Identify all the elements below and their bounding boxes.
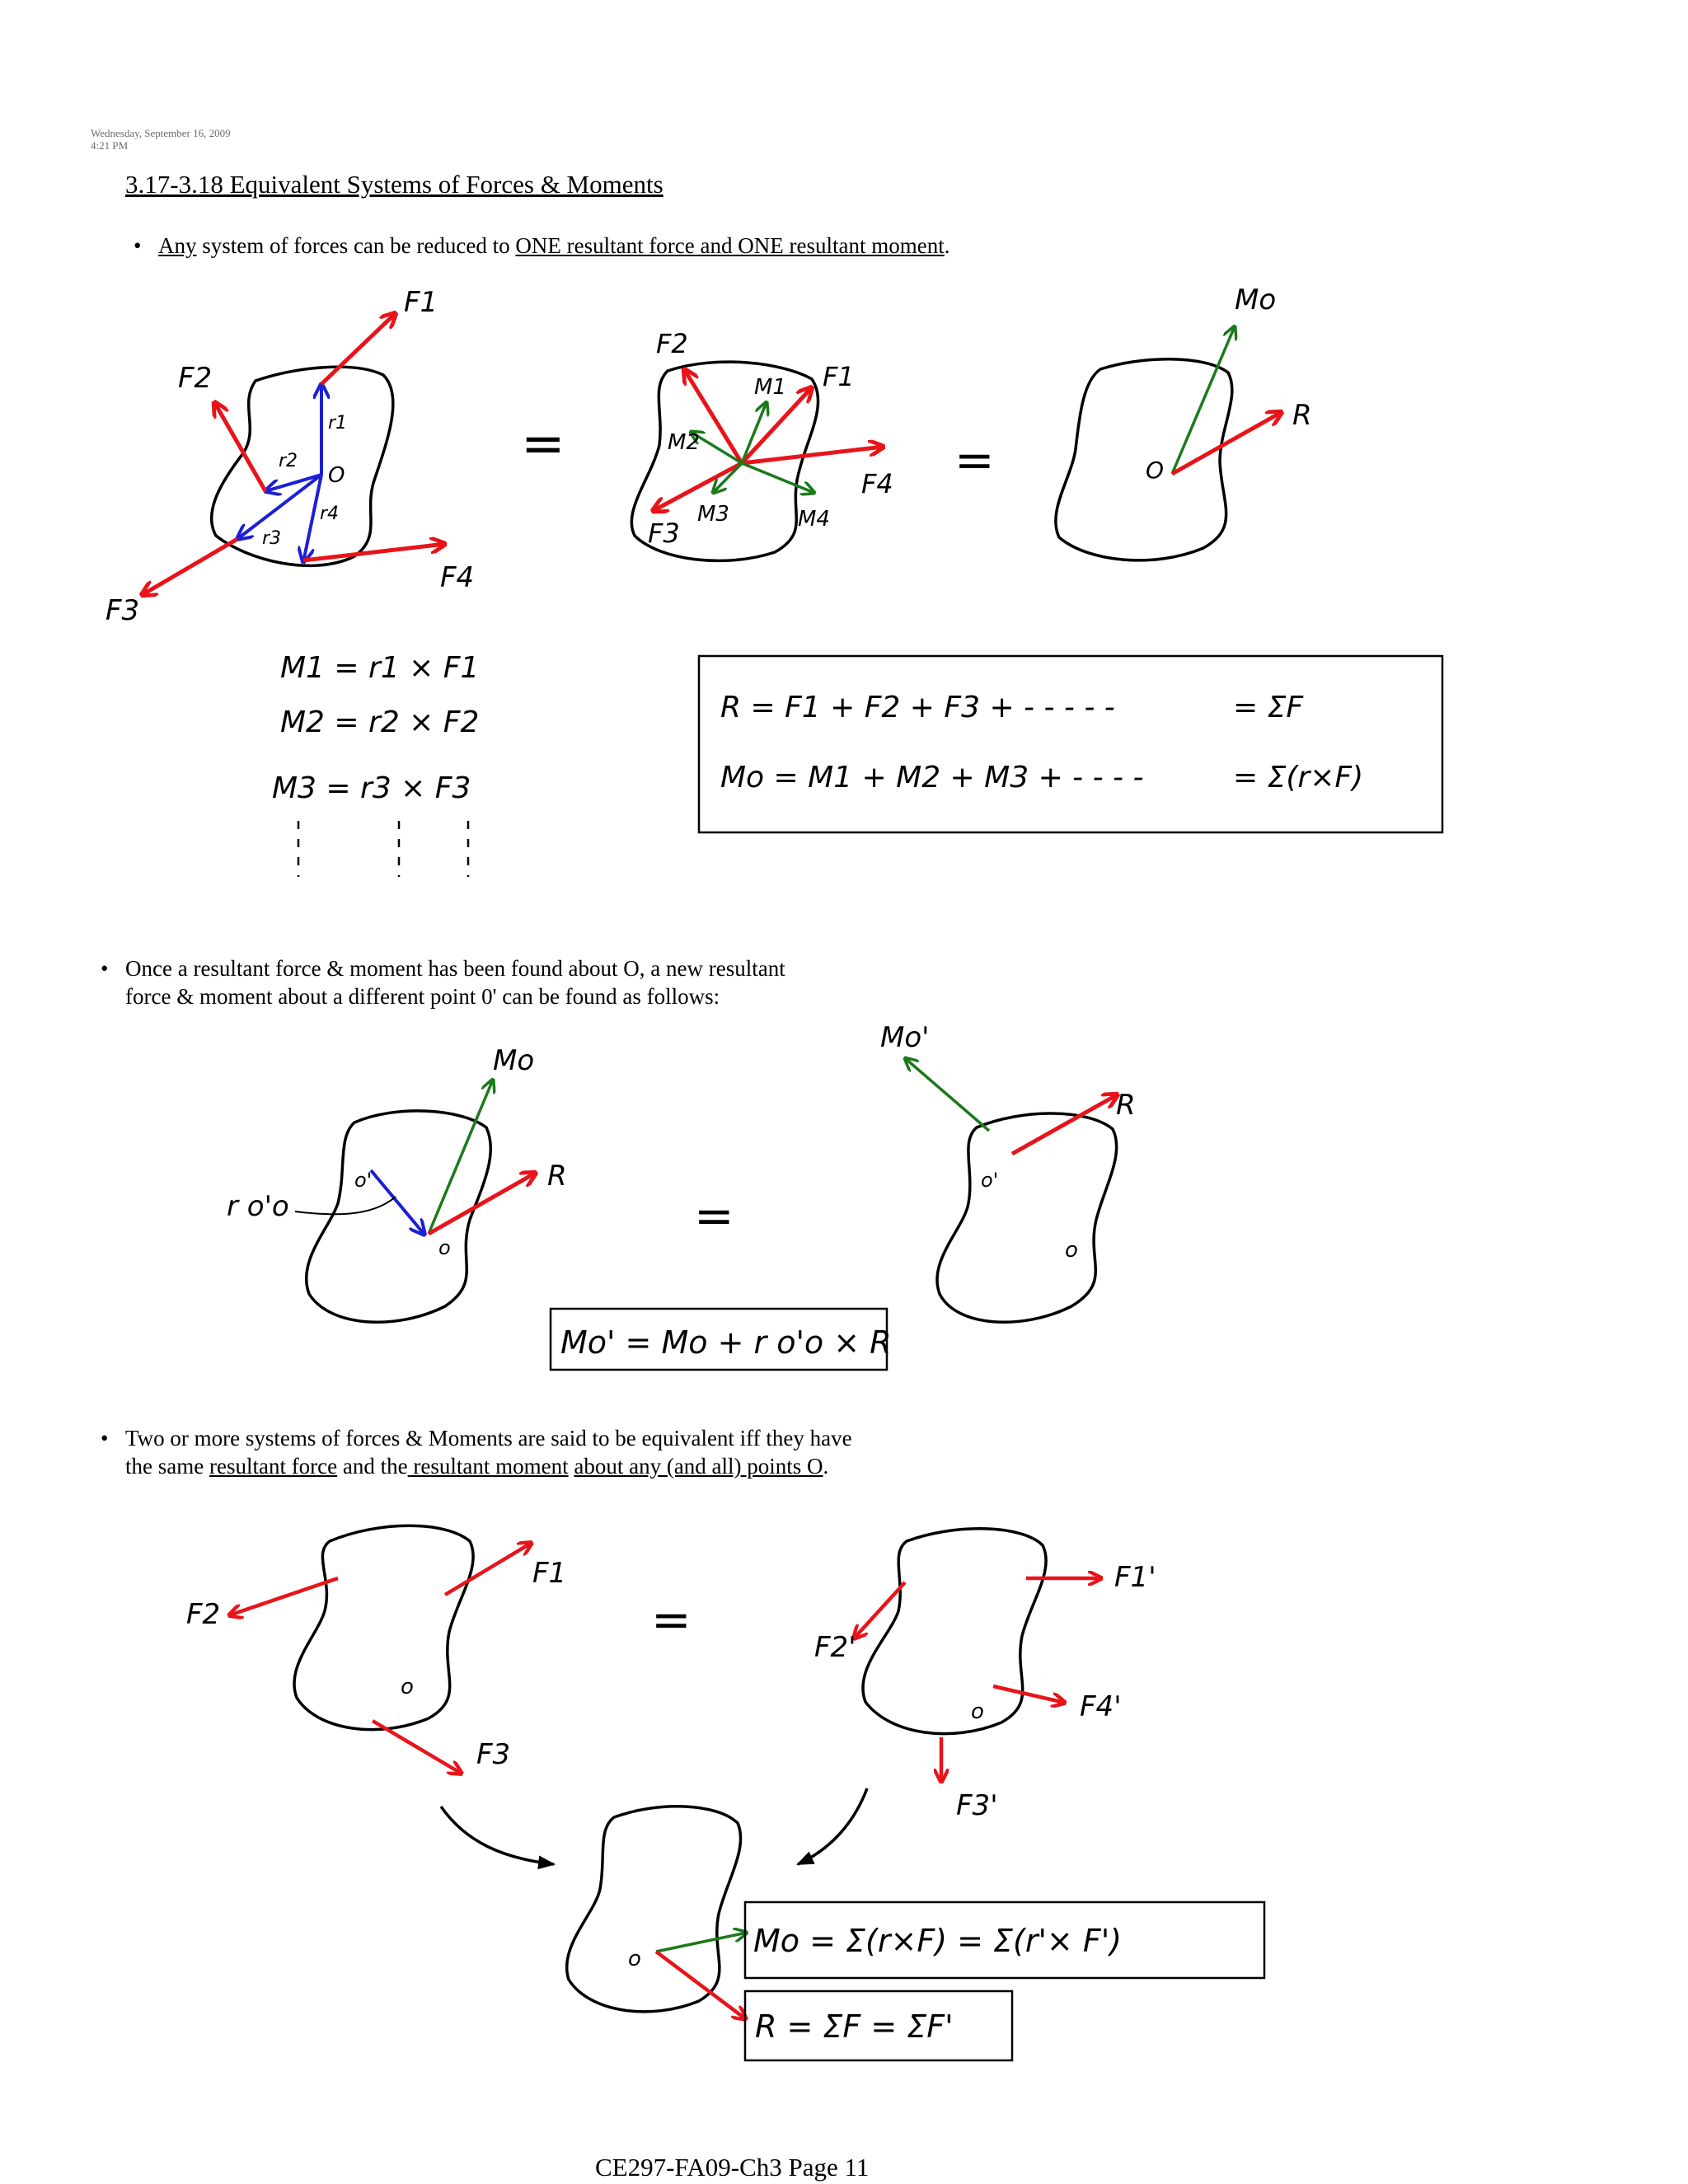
fig2-label-R: R: [547, 1160, 567, 1193]
equivalence-moment-eq: Mo = Σ(r×F) = Σ(r'× F'): [753, 1923, 1122, 1959]
bullet-dot: •: [101, 956, 109, 981]
mid-label-M1: M1: [754, 375, 786, 400]
date-stamp: Wednesday, September 16, 2009: [91, 127, 231, 139]
fig3-label-F4p: F4': [1080, 1690, 1122, 1723]
mid-label-F3: F3: [648, 518, 680, 549]
resultant-Mo-eq: Mo = M1 + M2 + M3 + - - - -: [720, 761, 1144, 794]
M4-arrow: [742, 463, 814, 493]
fig3-label-F1p: F1': [1114, 1561, 1156, 1594]
fig2-R-arrow: [429, 1173, 536, 1234]
M1-arrow: [742, 402, 767, 463]
mid-label-F1: F1: [823, 361, 855, 392]
right-label-O: O: [1146, 457, 1165, 484]
mid-label-M2: M2: [668, 430, 700, 455]
page-footer: CE297-FA09-Ch3 Page 11: [595, 2153, 870, 2182]
mid-label-F4: F4: [861, 468, 893, 499]
text-underlined: ONE resultant force and ONE resultant moment: [515, 233, 945, 258]
fig3-label-F3: F3: [476, 1738, 511, 1771]
fig2-Mo-arrow: [429, 1080, 493, 1234]
bullet-3-line-2: the same resultant force and the resultant moment about any (and all) points O.: [125, 1454, 829, 1479]
fig3-Mo-arrow: [656, 1933, 747, 1952]
fig1-left-body: [212, 367, 393, 565]
fig3-bottom-label-O: o: [628, 1947, 641, 1971]
right-label-Mo: Mo: [1235, 284, 1277, 316]
fig3-right-body: [863, 1529, 1046, 1734]
Mo-arrow: [1172, 326, 1235, 474]
fig2-label-O: o: [438, 1236, 451, 1259]
bullet-dot: •: [101, 1426, 109, 1451]
fig2-right-label-Oprime: o': [981, 1169, 999, 1192]
fig2-label-Mo: Mo: [493, 1044, 535, 1077]
transfer-equation: Mo' = Mo + r o'o × R: [560, 1324, 892, 1361]
fig1-right-body: [1056, 359, 1232, 560]
label-r3: r3: [262, 528, 282, 549]
fig3-right-label-O: o: [971, 1699, 984, 1724]
fig3-F4p-arrow: [993, 1686, 1065, 1703]
label-F3: F3: [106, 594, 140, 627]
fig3-label-F2: F2: [186, 1598, 221, 1631]
continuation-dots: [298, 821, 468, 877]
moment-eq-2: M2 = r2 × F2: [280, 705, 480, 739]
bullet-3-line-1: Two or more systems of forces & Moments are said to be equivalent iff they have: [125, 1426, 852, 1451]
F4-arrow: [303, 544, 445, 560]
moment-eq-1: M1 = r1 × F1: [280, 651, 480, 685]
mid-label-M3: M3: [697, 502, 729, 527]
resultant-R-eq: R = F1 + F2 + F3 + - - - - -: [720, 691, 1115, 724]
mid-label-M4: M4: [798, 507, 830, 532]
F2-arrow: [214, 402, 265, 491]
right-label-R: R: [1292, 399, 1312, 432]
fig3-equals: =: [651, 1591, 692, 1647]
page-title: 3.17-3.18 Equivalent Systems of Forces & Moments: [125, 170, 663, 199]
moment-eq-3: M3 = r3 × F3: [272, 771, 471, 805]
resultant-Mo-sum: = Σ(r×F): [1233, 761, 1364, 794]
curved-arrow-left: [441, 1807, 554, 1864]
mid-F4-arrow: [742, 447, 884, 463]
fig2-right-R-arrow: [1012, 1094, 1118, 1154]
text-any: Any: [158, 233, 197, 258]
mid-label-F2: F2: [656, 328, 688, 359]
fig2-label-r: r o'o: [227, 1190, 289, 1223]
fig3-F2-arrow: [229, 1578, 338, 1615]
fig3-bottom-body: [567, 1807, 741, 2012]
fig2-label-Oprime: o': [354, 1169, 373, 1192]
label-F2: F2: [178, 362, 213, 395]
time-stamp: 4:21 PM: [91, 139, 129, 152]
label-O: O: [328, 463, 345, 488]
fig3-F1-arrow: [445, 1543, 532, 1595]
F1-arrow: [321, 313, 396, 384]
resultant-R-sum: = ΣF: [1233, 691, 1304, 724]
label-r1: r1: [328, 413, 348, 434]
fig2-Mo-prime-arrow: [905, 1058, 989, 1131]
fig2-right-label-O: o: [1065, 1238, 1078, 1263]
fig3-left-body: [294, 1526, 473, 1729]
text: .: [944, 233, 950, 258]
fig3-label-F1: F1: [532, 1557, 567, 1590]
fig2-right-label-R: R: [1116, 1089, 1136, 1122]
label-r4: r4: [320, 504, 340, 524]
fig3-label-F2p: F2': [814, 1631, 856, 1664]
text: system of forces can be reduced to: [196, 233, 516, 258]
fig3-F3-arrow: [373, 1721, 462, 1774]
bullet-2-line-1: Once a resultant force & moment has been found about O, a new resultant: [125, 956, 785, 981]
label-r2: r2: [279, 451, 298, 471]
label-F1: F1: [404, 286, 438, 319]
equivalence-force-eq: R = ΣF = ΣF': [755, 2008, 954, 2045]
resultant-box: [699, 656, 1442, 832]
equals-1: =: [521, 414, 565, 475]
r-o-prime-o-vector: [371, 1170, 424, 1235]
r-leader-line: [295, 1197, 396, 1214]
fig3-label-F3p: F3': [956, 1789, 998, 1822]
label-F4: F4: [440, 561, 475, 594]
fig3-label-O: o: [401, 1675, 414, 1699]
bullet-dot: •: [134, 233, 142, 258]
F3-arrow: [142, 539, 237, 595]
fig2-equals: =: [694, 1188, 734, 1244]
fig2-right-label-Mo: Mo': [880, 1021, 930, 1054]
bullet-2-line-2: force & moment about a different point 0' can be found as follows:: [125, 984, 720, 1009]
equals-2: =: [954, 432, 995, 488]
curved-arrow-right: [798, 1788, 867, 1864]
